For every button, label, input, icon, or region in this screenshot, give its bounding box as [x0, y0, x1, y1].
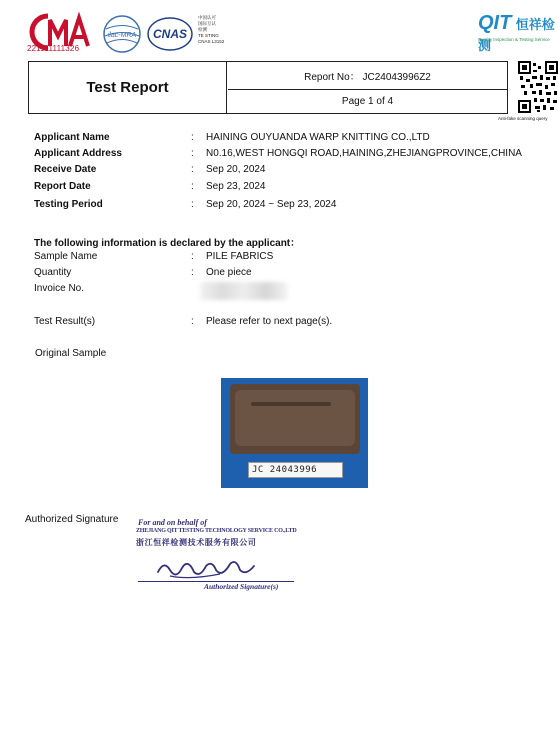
signature [150, 554, 270, 582]
report-title-table [28, 61, 508, 114]
sample-tag: JC 24043996 [248, 462, 343, 478]
qit-logo: QIT 恒祥检测 [478, 12, 555, 53]
sample-name-label: Sample Name [34, 251, 98, 262]
sample-name-value: PILE FABRICS [206, 251, 274, 262]
applicant-name-label: Applicant Name [34, 132, 110, 143]
page-indicator: Page 1 of 4 [341, 96, 394, 107]
report-number: Report No： JC24043996Z2 [228, 62, 507, 90]
svg-text:ilac-MRA: ilac-MRA [107, 32, 137, 39]
qr-code-icon[interactable] [518, 61, 558, 113]
applicant-address-value: N0.16,WEST HONGQI ROAD,HAINING,ZHEJIANGPROVINCE,CHINA [206, 148, 522, 159]
sample-photo [221, 378, 368, 488]
receive-date-label: Receive Date [34, 164, 97, 175]
authorized-signature-label: Authorized Signature [25, 514, 119, 525]
invoice-label: Invoice No. [34, 283, 85, 294]
applicant-name-value: HAINING OUYUANDA WARP KNITTING CO.,LTD [206, 132, 430, 143]
testing-period-label: Testing Period [34, 199, 103, 210]
testing-period-value: Sep 20, 2024 ~ Sep 23, 2024 [206, 199, 337, 210]
qr-caption: Anti-fake scanning query [498, 116, 548, 121]
applicant-address-label: Applicant Address [34, 148, 122, 159]
cnas-logo [146, 14, 194, 54]
receive-date-value: Sep 20, 2024 [206, 164, 266, 175]
report-date-value: Sep 23, 2024 [206, 181, 266, 192]
report-date-label: Report Date [34, 181, 91, 192]
redacted-invoice [200, 282, 288, 300]
test-result-value: Please refer to next page(s). [206, 316, 333, 327]
quantity-label: Quantity [34, 267, 72, 278]
ilac-mra-logo [102, 14, 142, 54]
original-sample-label: Original Sample [35, 348, 107, 359]
company-stamp: For and on behalf of ZHEJIANG QIT TESTING TECHNOLOGY SERVICE CO.,LTD 浙江恒祥检测技术服务有限公司 Authorized Signature(s) [136, 518, 297, 591]
quantity-value: One piece [206, 267, 252, 278]
qit-tagline: Quality Inspection & Testing Service [478, 37, 550, 42]
cnas-info: 中国认可 国际互认 检测 TE STING CNAS L3152 [198, 15, 225, 44]
declared-heading: The following information is declared by the applicant： [34, 238, 301, 249]
cma-number: 221111111326 [27, 44, 80, 53]
svg-text:CNAS: CNAS [152, 27, 188, 41]
report-heading: Test Report [29, 62, 227, 113]
test-result-label: Test Result(s) [34, 316, 96, 327]
